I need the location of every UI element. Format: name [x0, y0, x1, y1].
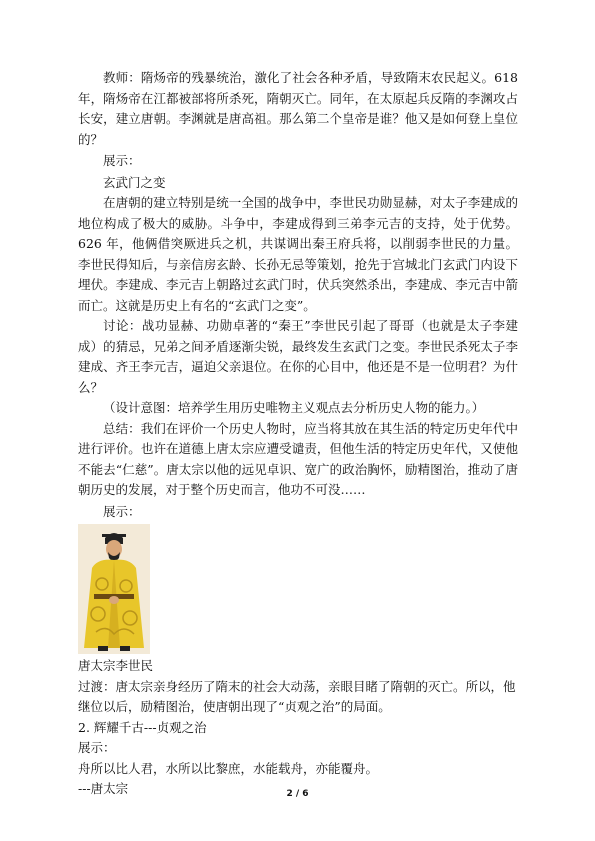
paragraph-discussion: 讨论：战功显赫、功勋卓著的“秦王”李世民引起了哥哥（也就是太子李建成）的猜忌，兄弟之间矛盾逐渐尖锐，最终发生玄武门之变。李世民杀死太子李建成、齐王李元吉，逼迫父亲退位。在你的心目中，他还是不是一位明君？为什么？	[78, 318, 518, 395]
paragraph-transition-line1: 过渡：唐太宗亲身经历了隋末的社会大动荡，亲眼目睹了隋朝的灭亡。所以，他	[78, 678, 516, 694]
page-number: 2 / 6	[286, 789, 309, 799]
portrait-tang-taizong	[78, 524, 150, 654]
label-show-2: 展示：	[103, 503, 141, 519]
paragraph-teacher: 教师：隋炀帝的残暴统治，激化了社会各种矛盾，导致隋末农民起义。618 年，隋炀帝在江都被部将所杀死，隋朝灭亡。同年，在太原起兵反隋的李渊攻占长安，建立唐朝。李渊就是唐高祖。那么第二个皇帝是谁？他又是如何登上皇位的？	[78, 70, 518, 147]
document-page	[78, 68, 518, 800]
heading-xuanwu-incident: 玄武门之变	[103, 174, 166, 190]
paragraph-design-intent: （设计意图：培养学生用历史唯物主义观点去分析历史人物的能力。）	[103, 400, 485, 415]
label-show-3: 展示：	[78, 740, 116, 755]
paragraph-summary: 总结：我们在评价一个历史人物时，应当将其放在其生活的特定历史年代中进行评价。也许在道德上唐太宗应遭受谴责，但他生活的特定历史年代，又使他不能去“仁慈”。唐太宗以他的远见卓识、宽广的政治胸怀，励精图治，推动了唐朝历史的发展，对于整个历史而言，他功不可没……	[78, 420, 518, 497]
heading-section-2: 2. 辉耀千古---贞观之治	[78, 719, 207, 735]
paragraph-xuanwu-story: 在唐朝的建立特别是统一全国的战争中，李世民功勋显赫，对太子李建成的地位构成了极大的威胁。斗争中，李建成得到三弟李元吉的支持，处于优势。626 年，他俩借突厥进兵之机，共谋调出秦王府兵将，以削弱李世民的力量。李世民得知后，与亲信房玄龄、长孙无忌等策划，抢先于宫城北门玄武门内设下埋伏。李建成、李元吉上朝路过玄武门时，伏兵突然杀出，李建成、李元吉中箭而亡。这就是历史上有名的“玄武门之变”。	[78, 195, 518, 313]
quote-author: ---唐太宗	[78, 781, 129, 796]
paragraph-transition-line2: 继位以后，励精图治，使唐朝出现了“贞观之治”的局面。	[78, 699, 391, 714]
quote-text: 舟所以比人君，水所以比黎庶，水能载舟，亦能覆舟。	[78, 760, 379, 776]
portrait-caption: 唐太宗李世民	[78, 658, 154, 673]
label-show-1: 展示：	[103, 153, 141, 168]
